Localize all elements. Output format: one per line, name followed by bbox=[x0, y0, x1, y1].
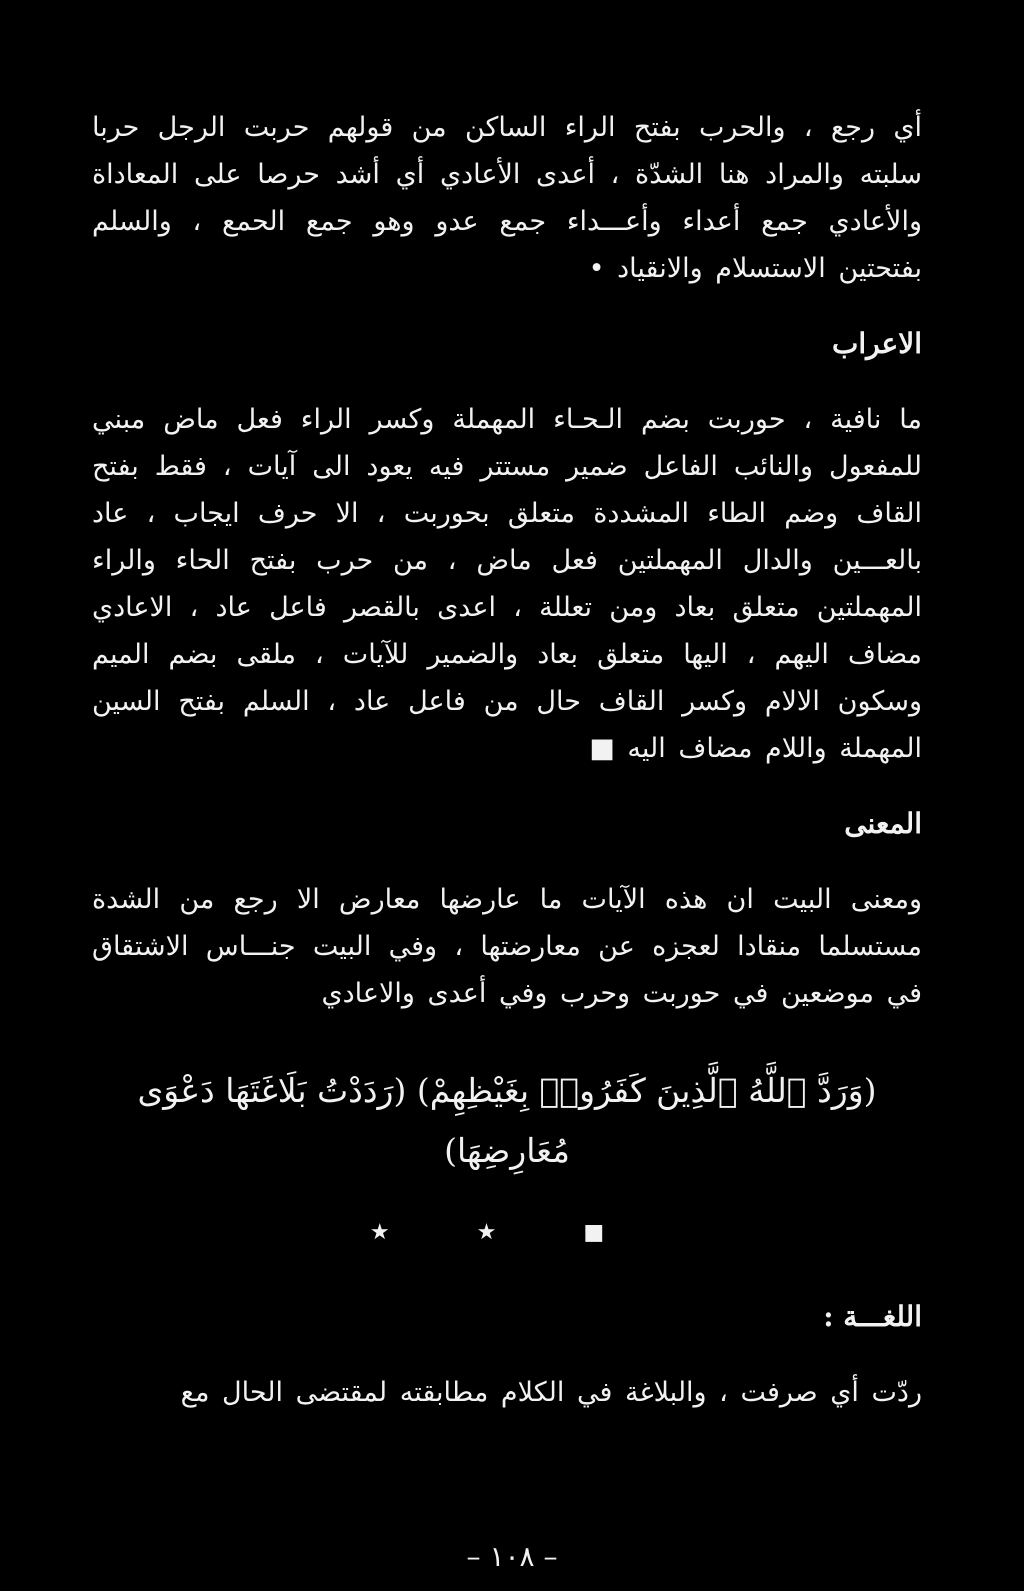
heading-irab: الاعراب bbox=[831, 327, 922, 360]
heading-lugha: اللغـــة : bbox=[823, 1300, 922, 1333]
page-number: – ١٠٨ – bbox=[466, 1540, 558, 1573]
spacer bbox=[92, 844, 922, 876]
paragraph-irab: ما نافية ، حوربت بضم الـحـاء المهملة وكسر الراء فعل ماض مبني للمفعول والنائب الفاعل ضمير مستتر فيه يعود الى آيات ، فقط بفتح القاف وضم الطاء المشددة متعلق بحوربت ، الا حرف ايجاب ، عاد بالعـــين والدال المهملتين فعل ماض ، من حرب بفتح الحاء والراء المهملتين متعلق بعاد ومن تعللة ، اعدى بالقصر فاعل عاد ، الاعادي مضاف اليهم ، اليها متعلق بعاد والضمير للآيات ، ملقى بضم الميم وسكون الالام وكسر القاف حال من فاعل عاد ، السلم بفتح السين المهملة واللام مضاف اليه ■ bbox=[92, 404, 922, 764]
spacer bbox=[92, 772, 922, 804]
separator-stars: ★ ★ ■ bbox=[369, 1220, 645, 1245]
spacer bbox=[92, 1181, 922, 1213]
spacer bbox=[92, 1017, 922, 1061]
paragraph-vocabulary: أي رجع ، والحرب بفتح الراء الساكن من قولهم حربت الرجل حربا سلبته والمراد هنا الشدّة ، أعدى الأعادي أي أشد حرصا على المعاداة والأعادي جمع أعداء وأعـــداء جمع عدو وهو جمع الحمع ، والسلم بفتحتين الاستسلام والانقياد • bbox=[92, 112, 922, 284]
paragraph-lugha: ردّت أي صرفت ، والبلاغة في الكلام مطابقته لمقتضى الحال مع bbox=[180, 1377, 922, 1408]
spacer bbox=[92, 292, 922, 324]
paragraph-meaning: ومعنى البيت ان هذه الآيات ما عارضها معارض الا رجع من الشدة مستسلما منقادا لعجزه عن معارضتها ، وفي البيت جنـــاس الاشتقاق في موضعين في حوربت وحرب وفي أعدى والاعادي bbox=[92, 884, 922, 1009]
spacer bbox=[92, 1337, 922, 1369]
spacer bbox=[92, 1253, 922, 1297]
quran-verse: (وَرَدَّ ٱللَّهُ ٱلَّذِينَ كَفَرُوا۟ بِغَيْظِهِمْ) (رَدَدْتُ بَلَاغَتَهَا دَعْوَى مُعَارِضِهَا) bbox=[137, 1071, 877, 1170]
spacer bbox=[92, 364, 922, 396]
page-body bbox=[92, 104, 922, 1416]
heading-maana: المعنى bbox=[844, 807, 922, 840]
